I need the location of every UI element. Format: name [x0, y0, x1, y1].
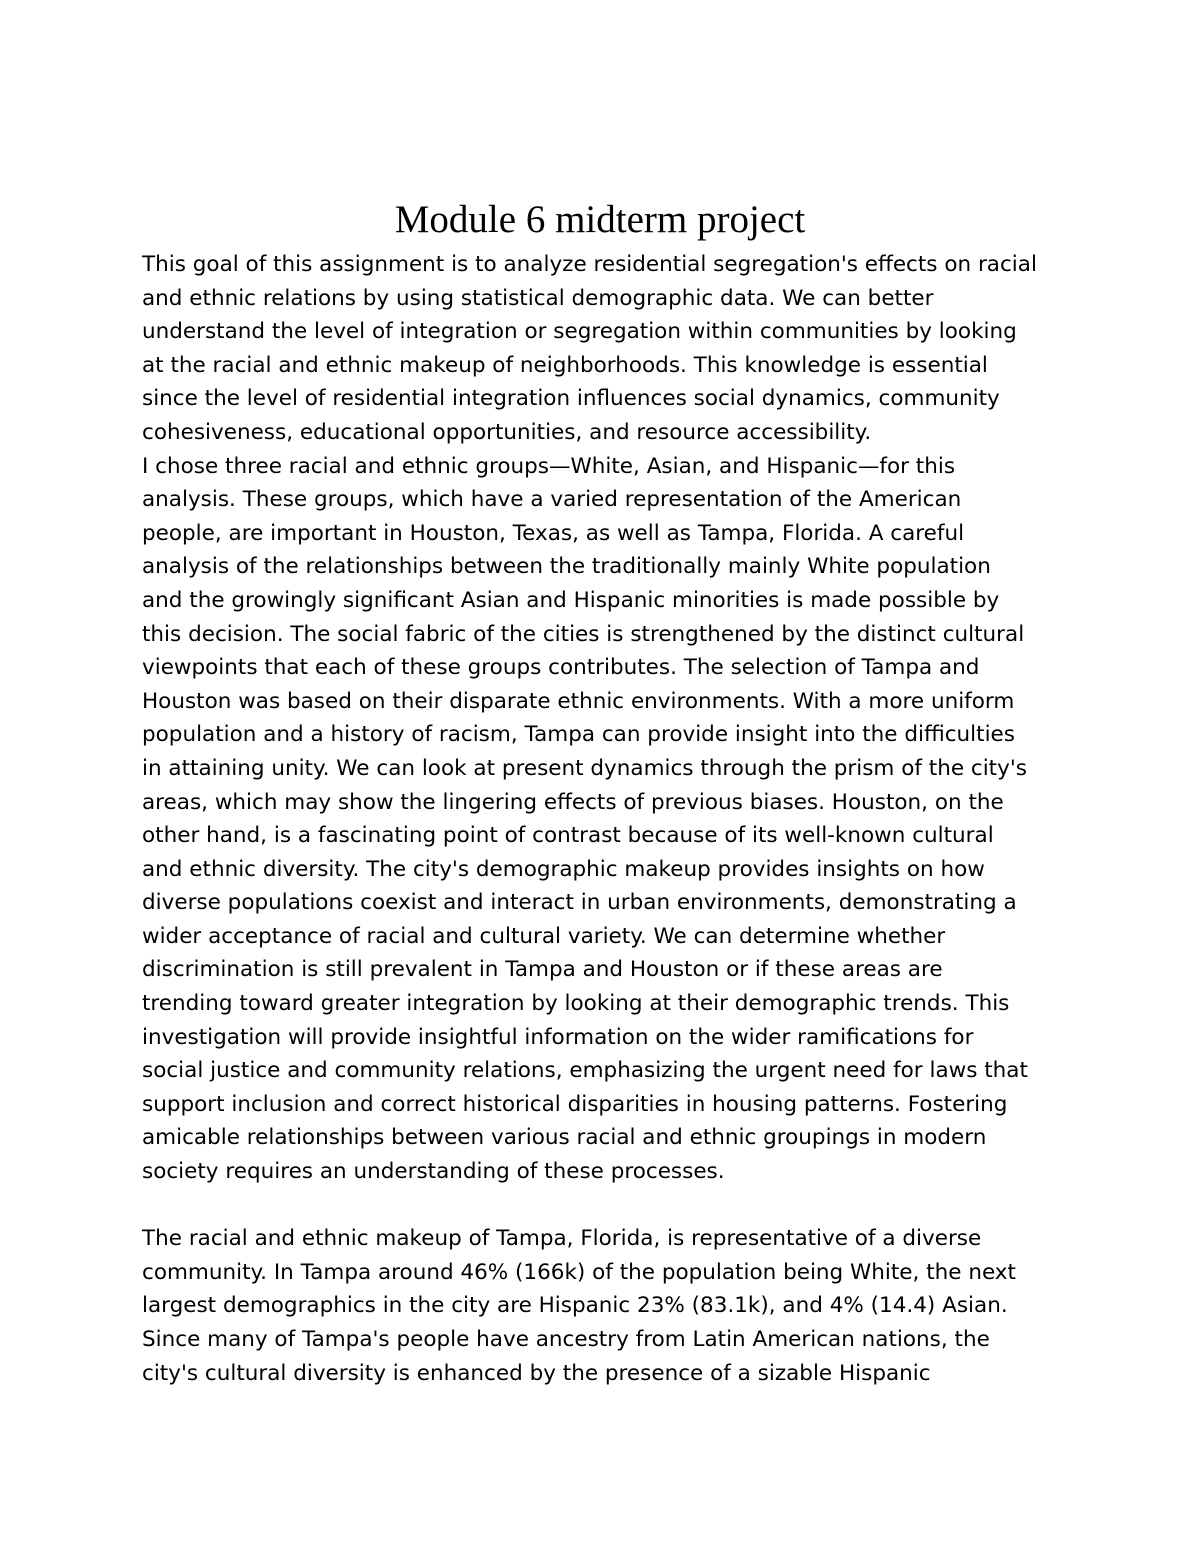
text-line: areas, which may show the lingering effects of previous biases. Houston, on the — [142, 789, 1004, 815]
paragraph-intro — [142, 248, 1072, 450]
text-line: analysis of the relationships between the traditionally mainly White population — [142, 554, 991, 580]
text-line: analysis. These groups, which have a varied representation of the American — [142, 487, 962, 513]
text-line: I chose three racial and ethnic groups—White, Asian, and Hispanic—for this — [142, 453, 956, 479]
paragraph-tampa — [142, 1222, 1072, 1390]
text-line: viewpoints that each of these groups contributes. The selection of Tampa and — [142, 655, 980, 681]
document-title: Module 6 midterm project — [394, 198, 806, 241]
text-line: Houston was based on their disparate ethnic environments. With a more uniform — [142, 688, 1015, 714]
text-line: this decision. The social fabric of the cities is strengthened by the distinct cultural — [142, 621, 1025, 647]
text-line: support inclusion and correct historical disparities in housing patterns. Fostering — [142, 1091, 1008, 1117]
text-line: other hand, is a fascinating point of contrast because of its well-known cultural — [142, 823, 994, 849]
text-line: community. In Tampa around 46% (166k) of the population being White, the next — [142, 1259, 1016, 1285]
text-line: amicable relationships between various racial and ethnic groupings in modern — [142, 1125, 987, 1151]
text-line: and ethnic relations by using statistical demographic data. We can better — [142, 285, 934, 311]
text-line: at the racial and ethnic makeup of neighborhoods. This knowledge is essential — [142, 352, 988, 378]
text-line: in attaining unity. We can look at present dynamics through the prism of the city's — [142, 755, 1027, 781]
text-line: understand the level of integration or segregation within communities by looking — [142, 319, 1017, 345]
text-line: discrimination is still prevalent in Tampa and Houston or if these areas are — [142, 957, 943, 983]
text-line: population and a history of racism, Tampa can provide insight into the difficulties — [142, 722, 1015, 748]
text-line: city's cultural diversity is enhanced by the presence of a sizable Hispanic — [142, 1360, 931, 1386]
text-line: investigation will provide insightful information on the wider ramifications for — [142, 1024, 974, 1050]
paragraph-groups — [142, 450, 1072, 1189]
text-line: trending toward greater integration by looking at their demographic trends. This — [142, 991, 1010, 1017]
text-line: diverse populations coexist and interact in urban environments, demonstrating a — [142, 890, 1017, 916]
text-line: people, are important in Houston, Texas, as well as Tampa, Florida. A careful — [142, 520, 965, 546]
text-line: The racial and ethnic makeup of Tampa, Florida, is representative of a diverse — [142, 1226, 982, 1252]
text-line: This goal of this assignment is to analyze residential segregation's effects on racial — [142, 252, 1037, 277]
text-line: Since many of Tampa's people have ancestry from Latin American nations, the — [142, 1327, 990, 1352]
text-line: since the level of residential integration influences social dynamics, community — [142, 386, 1000, 412]
text-line: society requires an understanding of these processes. — [142, 1159, 725, 1185]
text-line: and ethnic diversity. The city's demographic makeup provides insights on how — [142, 856, 985, 882]
text-line: largest demographics in the city are Hispanic 23% (83.1k), and 4% (14.4) Asian. — [142, 1293, 1008, 1319]
text-line: social justice and community relations, emphasizing the urgent need for laws that — [142, 1058, 1028, 1084]
document-body — [142, 248, 1072, 1390]
text-line: wider acceptance of racial and cultural variety. We can determine whether — [142, 923, 946, 949]
text-line: and the growingly significant Asian and Hispanic minorities is made possible by — [142, 587, 1000, 613]
paragraph-spacer — [142, 1189, 1072, 1223]
text-line: cohesiveness, educational opportunities, and resource accessibility. — [142, 419, 872, 445]
